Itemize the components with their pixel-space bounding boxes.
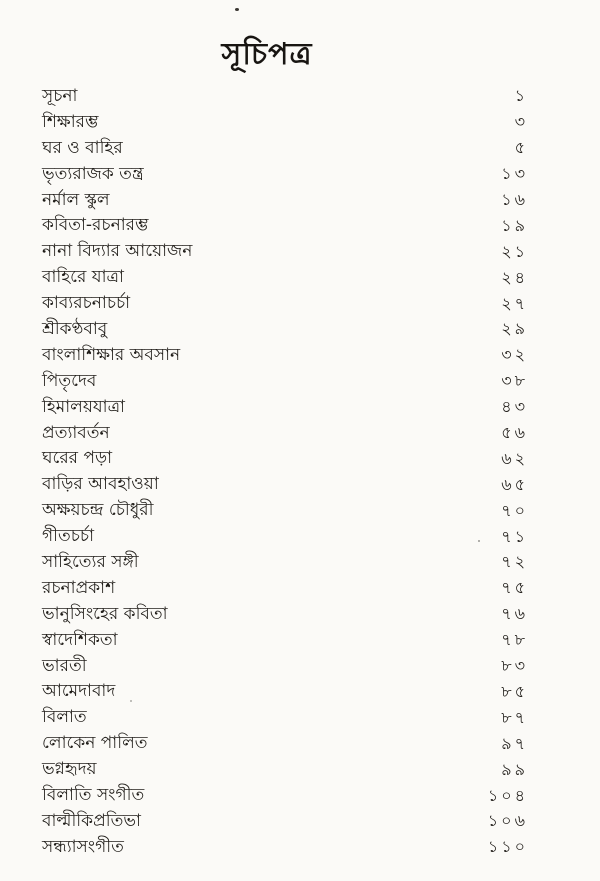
toc-entry-page-number: ৭৬ — [501, 604, 528, 624]
toc-entry-title: আমেদাবাদ — [42, 681, 116, 702]
toc-entry — [42, 783, 528, 809]
toc-entry — [42, 731, 528, 757]
toc-entry-page-number: ৮৫ — [501, 681, 528, 701]
toc-entry — [42, 809, 528, 835]
toc-entry-title: হিমালয়যাত্রা — [42, 396, 125, 417]
toc-entry — [42, 524, 528, 550]
toc-entry-title: কাব্যরচনাচর্চা — [42, 293, 131, 314]
toc-entry — [42, 265, 528, 291]
toc-entry — [42, 602, 528, 628]
toc-entry — [42, 705, 528, 731]
toc-entry-page-number: ১৩ — [501, 164, 528, 184]
toc-entry-page-number: ২৭ — [501, 293, 528, 313]
toc-entry-title: শিক্ষারম্ভ — [42, 111, 99, 132]
toc-entry — [42, 343, 528, 369]
toc-entry-title: ভারতী — [42, 655, 87, 676]
toc-entry-title: ভগ্নহৃদয় — [42, 759, 97, 780]
toc-entry-page-number: ৮৩ — [501, 656, 528, 676]
toc-entry — [42, 239, 528, 265]
toc-entry-page-number: ৭৮ — [501, 630, 528, 650]
toc-entry-title: শ্রীকণ্ঠবাবু — [42, 318, 108, 339]
toc-entry-page-number: ৪৩ — [501, 397, 528, 417]
toc-entry — [42, 757, 528, 783]
scan-speck — [478, 540, 480, 542]
page-title: সূচিপত্র — [221, 37, 313, 73]
toc-entry-page-number: ২৪ — [501, 267, 528, 287]
toc-entry-page-number: ৬৫ — [501, 474, 528, 494]
toc-entry-title: প্রত্যাবর্তন — [42, 422, 110, 443]
toc-entry-title: রচনাপ্রকাশ — [42, 577, 116, 598]
toc-entry-title: বিলাতি সংগীত — [42, 785, 145, 805]
toc-entry — [42, 421, 528, 447]
toc-entry — [42, 679, 528, 705]
toc-entry-title: বিলাত — [42, 707, 87, 728]
toc-entry-page-number: ২১ — [501, 241, 528, 261]
toc-entry — [42, 654, 528, 680]
toc-entry — [42, 472, 528, 498]
toc-list — [42, 84, 528, 861]
toc-entry-title: অক্ষয়চন্দ্র চৌধুরী — [42, 500, 154, 521]
toc-entry-title: বাহিরে যাত্রা — [42, 267, 124, 288]
toc-entry — [42, 84, 528, 110]
toc-entry-page-number: ১৯ — [501, 215, 528, 235]
toc-entry — [42, 628, 528, 654]
toc-entry — [42, 110, 528, 136]
toc-entry-title: বাংলাশিক্ষার অবসান — [42, 344, 181, 365]
toc-entry-page-number: ৭১ — [501, 526, 528, 546]
scan-speck — [235, 8, 239, 11]
toc-entry-title: কবিতা-রচনারম্ভ — [42, 215, 149, 236]
toc-entry-page-number: ২৯ — [501, 319, 528, 339]
toc-entry-page-number: ৭৫ — [501, 578, 528, 598]
toc-entry-page-number: ৭২ — [501, 552, 528, 572]
toc-entry-title: সন্ধ্যাসংগীত — [42, 836, 124, 857]
toc-entry-page-number: ৩৮ — [501, 371, 528, 391]
toc-entry-page-number: ৯৯ — [501, 759, 528, 779]
toc-entry — [42, 446, 528, 472]
toc-entry-page-number: ৭০ — [501, 500, 528, 520]
toc-entry-title: পিতৃদেব — [42, 370, 97, 391]
toc-entry-page-number: ৮৭ — [501, 707, 528, 727]
toc-entry-title: সূচনা — [42, 85, 78, 106]
toc-entry-page-number: ৯৭ — [501, 733, 528, 753]
toc-entry — [42, 550, 528, 576]
toc-entry-page-number: ৫৬ — [501, 423, 528, 443]
toc-entry — [42, 291, 528, 317]
toc-entry-page-number: ৩ — [514, 112, 528, 132]
toc-entry-title: বাল্মীকিপ্রতিভা — [42, 810, 141, 831]
toc-entry-title: নর্মাল স্কুল — [42, 189, 110, 210]
toc-entry — [42, 576, 528, 602]
toc-entry — [42, 213, 528, 239]
toc-entry-page-number: ৫ — [514, 138, 528, 158]
toc-entry-title: লোকেন পালিত — [42, 733, 148, 754]
toc-entry-title: ভানুসিংহের কবিতা — [42, 603, 168, 624]
toc-entry-page-number: ১০৪ — [487, 785, 528, 805]
toc-entry-page-number: ১০৬ — [487, 811, 528, 831]
toc-entry-title: গীতচর্চা — [42, 526, 95, 547]
toc-entry-page-number: ৩২ — [501, 345, 528, 365]
toc-entry-page-number: ১ — [514, 86, 528, 106]
toc-entry-title: ঘর ও বাহির — [42, 137, 123, 158]
toc-entry — [42, 835, 528, 861]
toc-entry — [42, 136, 528, 162]
toc-entry-title: স্বাদেশিকতা — [42, 629, 118, 650]
toc-entry-title: ঘরের পড়া — [42, 448, 113, 469]
scan-speck — [130, 700, 132, 702]
toc-entry — [42, 162, 528, 188]
toc-entry-page-number: ১১০ — [487, 837, 528, 857]
toc-entry-title: নানা বিদ্যার আয়োজন — [42, 241, 193, 262]
toc-entry — [42, 369, 528, 395]
toc-entry — [42, 188, 528, 214]
toc-entry-title: ভৃত্যরাজক তন্ত্র — [42, 163, 144, 184]
toc-entry-title: বাড়ির আবহাওয়া — [42, 474, 159, 495]
toc-entry — [42, 395, 528, 421]
toc-entry — [42, 317, 528, 343]
toc-entry-title: সাহিত্যের সঙ্গী — [42, 551, 139, 572]
toc-entry-page-number: ১৬ — [501, 190, 528, 210]
toc-entry-page-number: ৬২ — [501, 448, 528, 468]
toc-entry — [42, 498, 528, 524]
